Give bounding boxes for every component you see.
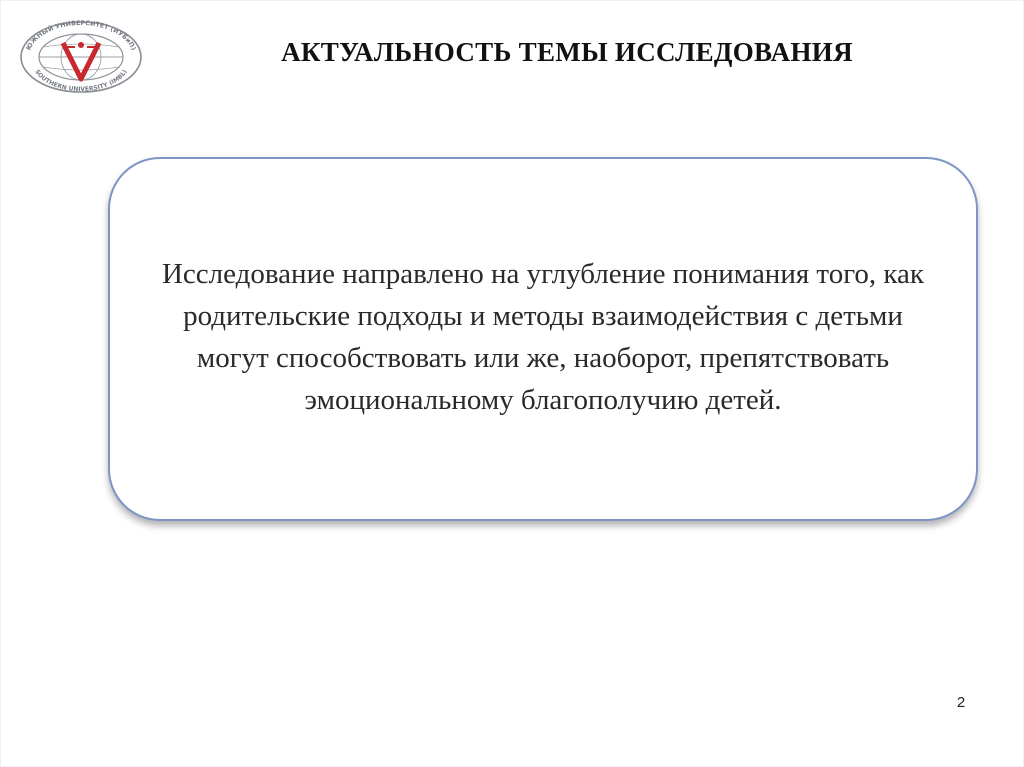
page-number: 2	[956, 694, 966, 711]
logo-top-arc-text: ЮЖНЫЙ УНИВЕРСИТЕТ (ИУБиП)	[24, 18, 138, 52]
content-card	[108, 157, 978, 521]
slide-title: АКТУАЛЬНОСТЬ ТЕМЫ ИССЛЕДОВАНИЯ	[281, 37, 853, 67]
logo-bottom-arc-text: SOUTHERN UNIVERSITY (IMBL)	[33, 68, 129, 94]
content-text: Исследование направлено на углубление понимания того, как родительские подходы и методы взаимодействия с детьми могут способствовать или же, наоборот, препятствовать эмоциональному благополучию детей.	[161, 258, 925, 416]
